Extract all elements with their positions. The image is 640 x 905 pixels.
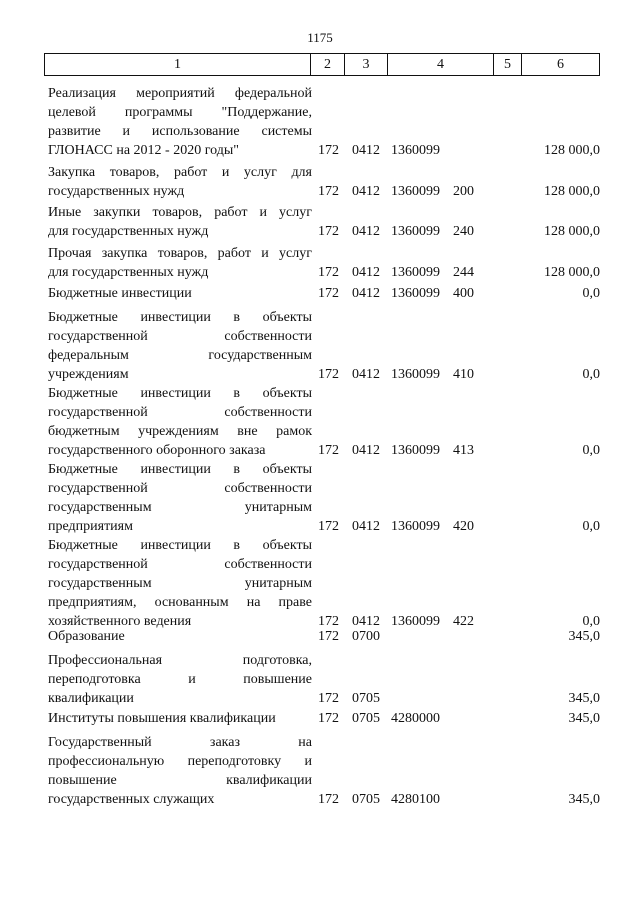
- cell-c2: 172: [318, 711, 339, 726]
- description-line: Прочая закупка товаров, работ и услуг: [48, 246, 312, 261]
- table-row: [0, 308, 640, 384]
- description-line: Бюджетные инвестиции в объекты: [48, 310, 312, 325]
- description-line: профессиональную переподготовку и: [48, 754, 312, 769]
- description-line: Бюджетные инвестиции: [48, 286, 192, 301]
- description-line: Бюджетные инвестиции в объекты: [48, 386, 312, 401]
- table-row: [0, 733, 640, 809]
- cell-c2: 172: [318, 443, 339, 458]
- table-row: [0, 384, 640, 460]
- cell-c3: 0700: [352, 629, 380, 644]
- cell-c2: 172: [318, 286, 339, 301]
- cell-c3: 0412: [352, 367, 380, 382]
- description-line: бюджетным учреждениям вне рамок: [48, 424, 312, 439]
- description-line: Бюджетные инвестиции в объекты: [48, 462, 312, 477]
- cell-c3: 0412: [352, 143, 380, 158]
- cell-c4: 1360099: [391, 224, 440, 239]
- cell-c6: 345,0: [568, 711, 600, 726]
- cell-c3: 0412: [352, 286, 380, 301]
- cell-c5: 244: [453, 265, 474, 280]
- description-line: целевой программы "Поддержание,: [48, 105, 312, 120]
- description-line: государственных служащих: [48, 792, 215, 807]
- description-line: государственной собственности: [48, 557, 312, 572]
- cell-c4: 1360099: [391, 443, 440, 458]
- description-line: для государственных нужд: [48, 224, 209, 239]
- cell-c6: 0,0: [582, 286, 600, 301]
- cell-c4: 1360099: [391, 367, 440, 382]
- cell-c2: 172: [318, 265, 339, 280]
- description-line: Реализация мероприятий федеральной: [48, 86, 312, 101]
- cell-c5: 240: [453, 224, 474, 239]
- table-row: [0, 651, 640, 708]
- row-description: [48, 460, 312, 536]
- cell-c3: 0705: [352, 711, 380, 726]
- table-row: [0, 627, 640, 646]
- cell-c3: 0705: [352, 691, 380, 706]
- description-line: ГЛОНАСС на 2012 - 2020 годы": [48, 143, 239, 158]
- description-line: государственной собственности: [48, 481, 312, 496]
- cell-c5: 410: [453, 367, 474, 382]
- cell-c6: 345,0: [568, 629, 600, 644]
- row-description: [48, 709, 312, 728]
- description-line: государственным унитарным: [48, 500, 312, 515]
- cell-c3: 0705: [352, 792, 380, 807]
- table-row: [0, 244, 640, 282]
- cell-c2: 172: [318, 629, 339, 644]
- row-description: [48, 733, 312, 809]
- cell-c6: 0,0: [582, 367, 600, 382]
- description-line: Образование: [48, 629, 125, 644]
- table-row: [0, 84, 640, 160]
- cell-c4: 1360099: [391, 614, 440, 629]
- cell-c2: 172: [318, 184, 339, 199]
- row-description: [48, 284, 312, 303]
- cell-c2: 172: [318, 519, 339, 534]
- row-description: [48, 308, 312, 384]
- cell-c3: 0412: [352, 224, 380, 239]
- row-description: [48, 244, 312, 282]
- cell-c5: 413: [453, 443, 474, 458]
- cell-c5: 420: [453, 519, 474, 534]
- cell-c4: 1360099: [391, 265, 440, 280]
- row-description: [48, 163, 312, 201]
- cell-c2: 172: [318, 367, 339, 382]
- description-line: Институты повышения квалификации: [48, 711, 276, 726]
- table-row: [0, 284, 640, 303]
- row-description: [48, 203, 312, 241]
- description-line: Государственный заказ на: [48, 735, 312, 750]
- row-description: [48, 84, 312, 160]
- cell-c4: 1360099: [391, 184, 440, 199]
- header-col-6: 6: [557, 57, 564, 72]
- description-line: государственных нужд: [48, 184, 185, 199]
- cell-c2: 172: [318, 143, 339, 158]
- page-number: 1175: [307, 30, 333, 45]
- description-line: государственного оборонного заказа: [48, 443, 266, 458]
- header-col-5: 5: [504, 57, 511, 72]
- cell-c5: 422: [453, 614, 474, 629]
- description-line: для государственных нужд: [48, 265, 209, 280]
- cell-c4: 1360099: [391, 519, 440, 534]
- cell-c6: 0,0: [582, 443, 600, 458]
- table-row: [0, 460, 640, 536]
- cell-c6: 345,0: [568, 792, 600, 807]
- cell-c4: 4280100: [391, 792, 440, 807]
- cell-c6: 345,0: [568, 691, 600, 706]
- cell-c4: 4280000: [391, 711, 440, 726]
- header-col-2: 2: [324, 57, 331, 72]
- description-line: государственной собственности: [48, 329, 312, 344]
- description-line: Бюджетные инвестиции в объекты: [48, 538, 312, 553]
- header-col-4: 4: [437, 57, 444, 72]
- row-description: [48, 384, 312, 460]
- row-description: [48, 651, 312, 708]
- cell-c2: 172: [318, 614, 339, 629]
- description-line: предприятиям, основанным на праве: [48, 595, 312, 610]
- description-line: предприятиям: [48, 519, 133, 534]
- description-line: Профессиональная подготовка,: [48, 653, 312, 668]
- cell-c4: 1360099: [391, 143, 440, 158]
- cell-c5: 400: [453, 286, 474, 301]
- cell-c2: 172: [318, 224, 339, 239]
- cell-c6: 0,0: [582, 519, 600, 534]
- description-line: развитие и использование системы: [48, 124, 312, 139]
- table-row: [0, 536, 640, 631]
- description-line: повышение квалификации: [48, 773, 312, 788]
- description-line: Закупка товаров, работ и услуг для: [48, 165, 312, 180]
- description-line: квалификации: [48, 691, 134, 706]
- cell-c6: 128 000,0: [544, 184, 600, 199]
- cell-c2: 172: [318, 691, 339, 706]
- cell-c3: 0412: [352, 443, 380, 458]
- table-row: [0, 709, 640, 728]
- cell-c6: 0,0: [582, 614, 600, 629]
- description-line: федеральным государственным: [48, 348, 312, 363]
- cell-c3: 0412: [352, 614, 380, 629]
- description-line: хозяйственного ведения: [48, 614, 192, 629]
- cell-c3: 0412: [352, 265, 380, 280]
- cell-c6: 128 000,0: [544, 224, 600, 239]
- cell-c6: 128 000,0: [544, 143, 600, 158]
- description-line: переподготовка и повышение: [48, 672, 312, 687]
- header-col-3: 3: [362, 57, 370, 72]
- row-description: [48, 627, 312, 646]
- description-line: учреждениям: [48, 367, 129, 382]
- row-description: [48, 536, 312, 631]
- cell-c3: 0412: [352, 184, 380, 199]
- description-line: государственной собственности: [48, 405, 312, 420]
- cell-c2: 172: [318, 792, 339, 807]
- cell-c3: 0412: [352, 519, 380, 534]
- description-line: государственным унитарным: [48, 576, 312, 591]
- header-col-1: 1: [174, 57, 181, 72]
- cell-c4: 1360099: [391, 286, 440, 301]
- table-row: [0, 163, 640, 201]
- cell-c5: 200: [453, 184, 474, 199]
- table-header: [44, 53, 600, 76]
- description-line: Иные закупки товаров, работ и услуг: [48, 205, 312, 220]
- cell-c6: 128 000,0: [544, 265, 600, 280]
- table-row: [0, 203, 640, 241]
